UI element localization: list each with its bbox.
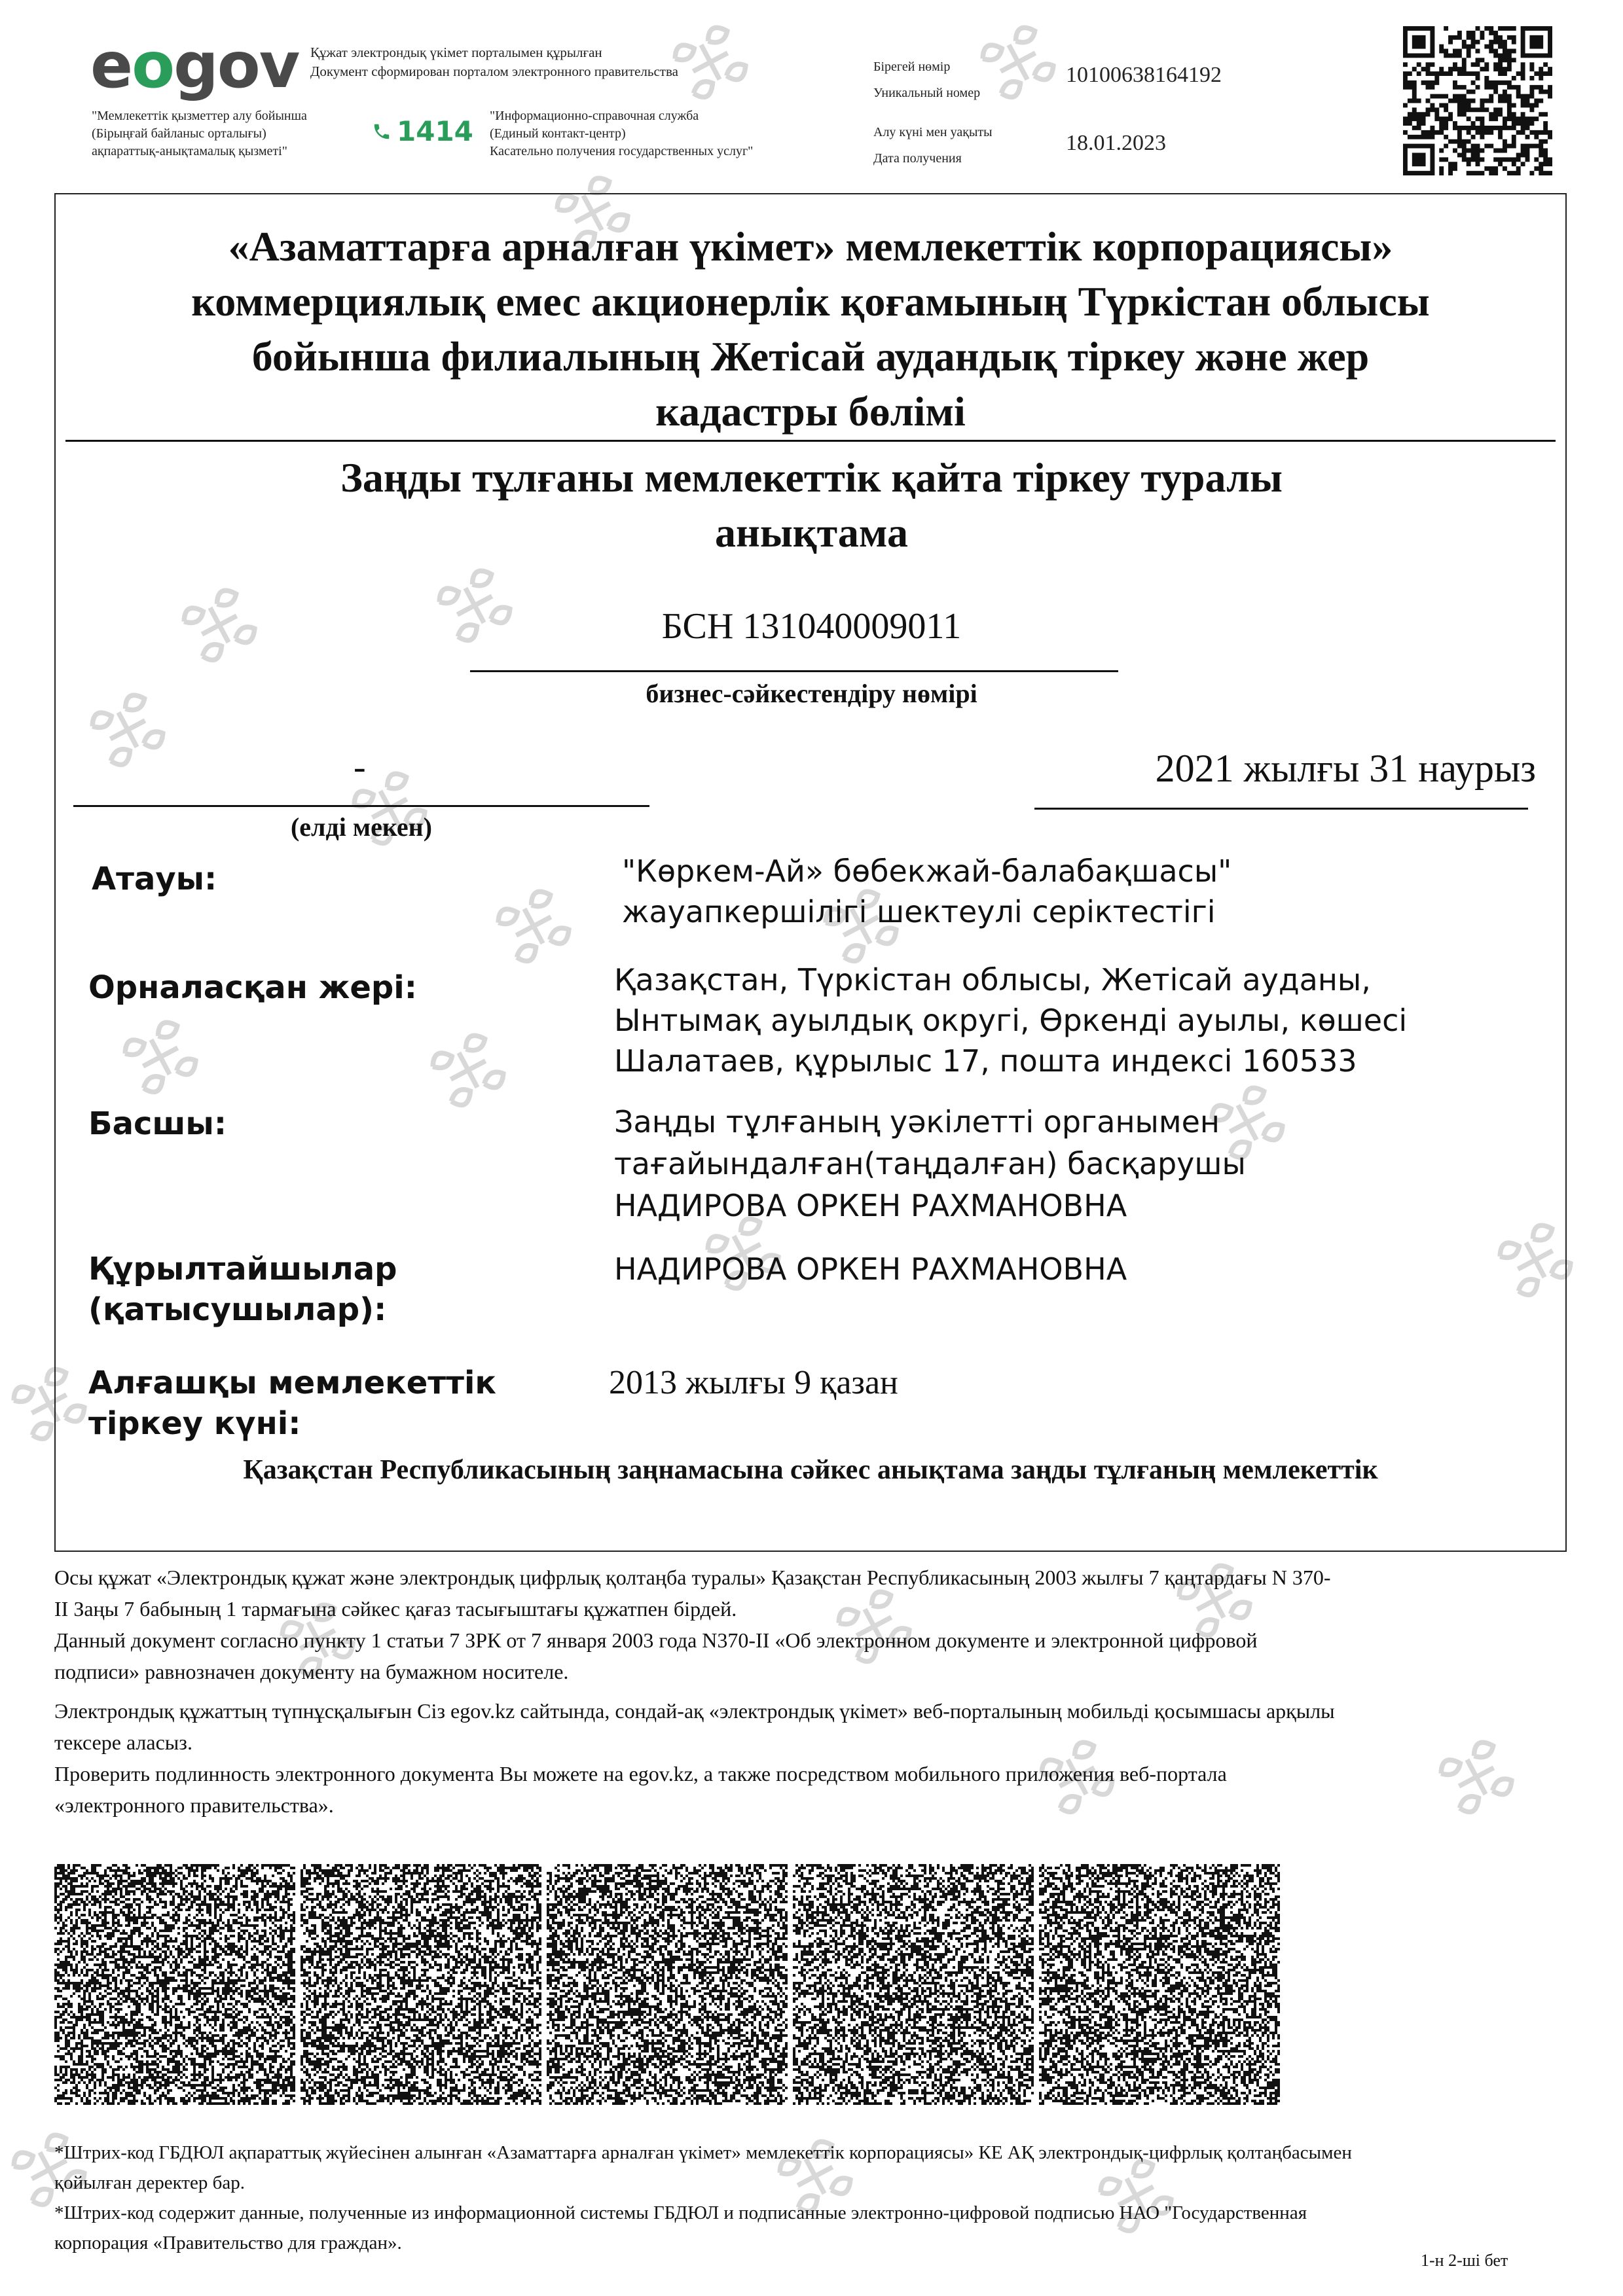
issue-date-underline	[1034, 808, 1528, 810]
contact-center-ru	[490, 107, 753, 160]
org-divider	[65, 440, 1556, 442]
settlement-label: (елді мекен)	[290, 812, 433, 842]
portal-note	[310, 43, 678, 81]
code-modules	[793, 1864, 1034, 2105]
qr-finder-pattern	[1405, 146, 1432, 173]
logo-e: e	[90, 29, 132, 102]
date-label-ru: Дата получения	[873, 151, 962, 166]
cc-ru-line: (Единый контакт-центр)	[490, 126, 626, 141]
qr-code	[1403, 26, 1552, 175]
portal-note-ru: Документ сформирован порталом электронного правительства	[310, 63, 678, 79]
ornament-watermark-icon	[661, 13, 759, 111]
receive-date-label	[873, 119, 993, 171]
head-label: Басшы:	[88, 1105, 227, 1142]
cc-kz-line: ақпараттық-анықтамалық қызметі"	[92, 144, 287, 158]
code-modules	[301, 1864, 541, 2105]
qr-finder-pattern	[1523, 28, 1550, 55]
first-registration-value: 2013 жылғы 9 қазан	[609, 1364, 898, 1401]
code-modules	[1039, 1864, 1280, 2105]
unique-label-kz: Бірегей нөмір	[873, 60, 951, 74]
legal-line: II Заңы 7 бабының 1 тармағына сәйкес қағаз тасығыштағы құжатпен бірдей.	[54, 1597, 737, 1621]
settlement-underline	[73, 805, 649, 807]
logo-mark: o	[132, 29, 174, 102]
head-line: тағайындалған(таңдалған) басқарушы	[614, 1146, 1246, 1181]
phone-icon	[372, 122, 392, 141]
data-barcode	[547, 1864, 788, 2105]
barcode-note-line: *Штрих-код ГБДЮЛ ақпараттық жүйесінен алынған «Азаматтарға арналған үкімет» мемлекеттік корпорациясы» КЕ АҚ электрондық-цифрлық қолтаңбасымен	[54, 2142, 1352, 2163]
name-label: Атауы:	[92, 861, 217, 897]
unique-number-label	[873, 54, 980, 106]
contact-phone	[372, 115, 473, 147]
title-line: анықтама	[714, 509, 909, 556]
first-reg-label-line: тіркеу күні:	[88, 1405, 301, 1442]
contact-center-kz	[92, 107, 307, 160]
bsn-underline	[470, 670, 1118, 672]
location-line: Қазақстан, Түркістан облысы, Жетісай ауданы,	[614, 962, 1371, 997]
cc-ru-line: Касательно получения государственных услуг"	[490, 144, 754, 158]
barcode-note-line: қойылған деректер бар.	[54, 2172, 245, 2193]
founders-label	[88, 1249, 397, 1330]
first-reg-label-line: Алғашқы мемлекеттік	[88, 1365, 496, 1401]
name-line: "Көркем-Ай» бөбекжай-балабақшасы"	[622, 853, 1232, 889]
data-barcode	[793, 1864, 1034, 2105]
settlement-value: -	[354, 747, 366, 787]
data-barcode	[54, 1864, 295, 2105]
legal-line: подписи» равнозначен документу на бумажном носителе.	[54, 1660, 569, 1683]
barcode-note-line: *Штрих-код содержит данные, полученные из информационной системы ГБДЮЛ и подписанные электронно-цифровой подписью НАО "Государственная	[54, 2202, 1307, 2223]
org-line: бойынша филиалының Жетісай аудандық тіркеу және жер	[251, 333, 1370, 380]
org-line: кадастры бөлімі	[655, 388, 966, 435]
name-value	[622, 851, 1231, 932]
verify-line: Электрондық құжаттың түпнұсқалығын Сіз egov.kz сайтында, сондай-ақ «электрондық үкімет» веб-порталының мобильді қосымшасы арқылы	[54, 1699, 1335, 1723]
unique-label-ru: Уникальный номер	[873, 86, 981, 100]
legal-line: Данный документ согласно пункту 1 статьи 7 ЗРК от 7 января 2003 года N370-II «Об электронном документе и электронной цифровой	[54, 1628, 1258, 1652]
title-line: Заңды тұлғаны мемлекеттік қайта тіркеу туралы	[340, 454, 1283, 501]
location-line: Ынтымақ ауылдық округі, Өркенді ауылы, көшесі	[614, 1003, 1408, 1038]
verify-line: «электронного правительства».	[54, 1793, 334, 1817]
closing-statement: Қазақстан Республикасының заңнамасына сәйкес анықтама заңды тұлғаның мемлекеттік	[243, 1455, 1378, 1485]
portal-note-kz: Құжат электрондық үкімет порталымен құрылған	[310, 45, 602, 60]
logo-gov: gov	[173, 29, 299, 102]
data-barcode	[301, 1864, 541, 2105]
egov-logo	[90, 29, 299, 102]
founders-value: НАДИРОВА ОРКЕН РАХМАНОВНА	[614, 1251, 1127, 1287]
legal-line: Осы құжат «Электрондық құжат және электрондық цифрлық қолтаңба туралы» Қазақстан Республикасының 2003 жылғы 7 қаңтардағы N 370-	[54, 1566, 1331, 1589]
qr-finder-pattern	[1405, 28, 1432, 55]
document-title	[0, 450, 1623, 560]
first-registration-label	[88, 1363, 496, 1444]
location-value	[614, 960, 1407, 1081]
page-number: 1-н 2-ші бет	[1421, 2251, 1508, 2270]
code-modules	[54, 1864, 295, 2105]
barcode-note-line: корпорация «Правительство для граждан».	[54, 2233, 402, 2253]
founders-label-line: (қатысушылар):	[88, 1291, 387, 1328]
code-modules	[547, 1864, 788, 2105]
phone-number: 1414	[397, 115, 473, 147]
barcode-notice	[54, 2138, 1580, 2258]
cc-ru-line: "Информационно-справочная служба	[490, 109, 699, 123]
head-line: Заңды тұлғаның уәкілетті органымен	[614, 1104, 1220, 1139]
verify-line: Проверить подлинность электронного документа Вы можете на egov.kz, а также посредством мобильного приложения веб-портала	[54, 1762, 1227, 1785]
bsn-label: бизнес-сәйкестендіру нөмірі	[646, 679, 977, 708]
issuing-organization	[54, 219, 1567, 439]
data-barcode	[1039, 1864, 1280, 2105]
head-line: НАДИРОВА ОРКЕН РАХМАНОВНА	[614, 1188, 1127, 1223]
location-label: Орналасқан жері:	[88, 969, 417, 1006]
receive-date-value: 18.01.2023	[1066, 131, 1166, 155]
legal-notice	[54, 1562, 1580, 1687]
cc-kz-line: (Бірыңғай байланыс орталығы)	[92, 126, 266, 141]
location-line: Шалатаев, құрылыс 17, пошта индексі 160533	[614, 1043, 1357, 1079]
unique-number-value: 10100638164192	[1066, 63, 1222, 87]
bsn-value: БСН 131040009011	[661, 606, 962, 647]
issue-date: 2021 жылғы 31 наурыз	[1155, 747, 1536, 790]
founders-label-line: Құрылтайшылар	[88, 1251, 397, 1287]
head-value	[614, 1101, 1246, 1227]
date-label-kz: Алу күні мен уақыты	[873, 125, 993, 139]
ornament-watermark-icon	[969, 13, 1067, 111]
org-line: коммерциялық емес акционерлік қоғамының Түркістан облысы	[191, 278, 1430, 325]
cc-kz-line: "Мемлекеттік қызметтер алу бойынша	[92, 109, 307, 123]
name-line: жауапкершілігі шектеулі серіктестігі	[622, 894, 1216, 929]
verify-line: тексере аласыз.	[54, 1731, 192, 1754]
verification-notice	[54, 1695, 1580, 1821]
org-line: «Азаматтарға арналған үкімет» мемлекеттік корпорациясы»	[228, 223, 1393, 270]
